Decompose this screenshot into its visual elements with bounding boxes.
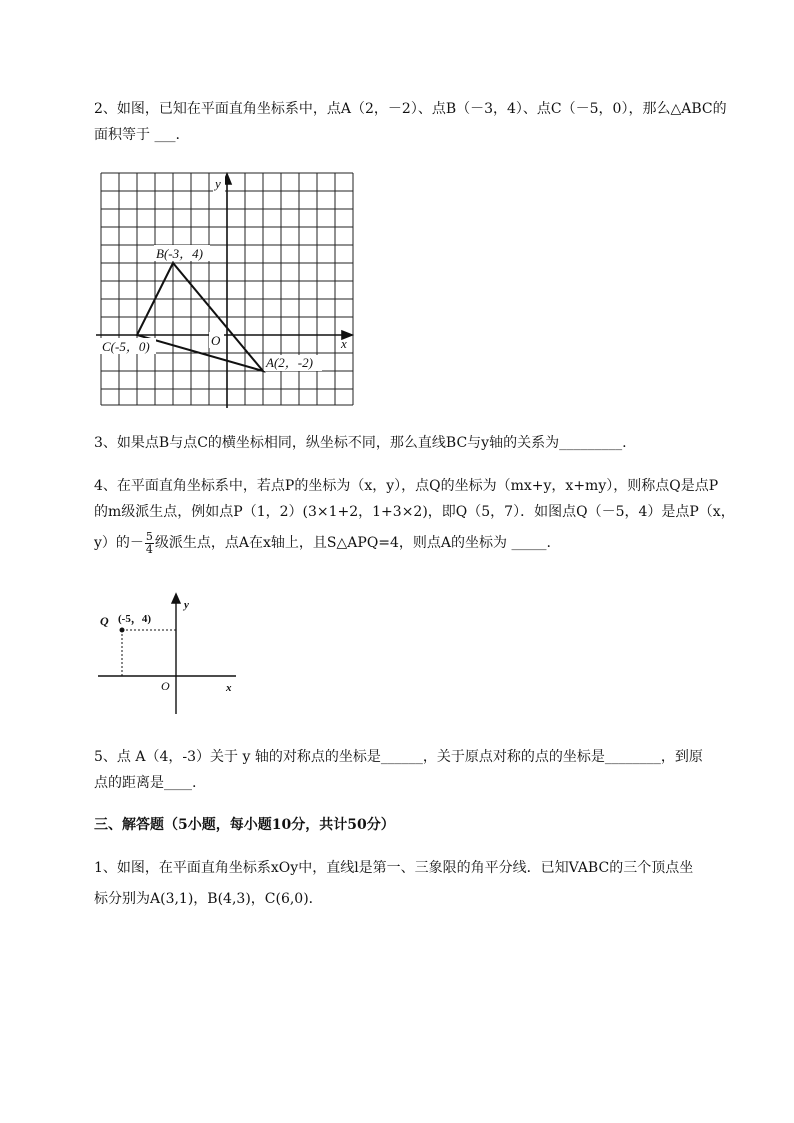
label-o: O [161, 679, 170, 693]
fraction-denominator: 4 [145, 542, 153, 556]
q4-line2: 的m级派生点，例如点P（1，2）(3×1+2，1+3×2)，即Q（5，7）．如图点Q（－5，4）是点P（x， [94, 504, 735, 520]
q4-line3 [94, 530, 744, 556]
label-x: x [341, 336, 347, 351]
q4-line3-prefix: y）的－ [94, 535, 144, 551]
q3-text: 3、如果点B与点C的横坐标相同，纵坐标不同，那么直线BC与y轴的关系为_________. [94, 435, 627, 451]
s1-line1: 1、如图，在平面直角坐标系xOy中，直线l是第一、三象限的角平分线．已知VABC的三个顶点坐 [94, 860, 694, 876]
q4-line1: 4、在平面直角坐标系中，若点P的坐标为（x，y），点Q的坐标为（mx+y，x+my），则称点Q是点P [94, 478, 719, 494]
fraction-5-4 [145, 531, 154, 556]
fraction-numerator: 5 [145, 529, 153, 543]
q5-line2: 点的距离是____. [94, 775, 197, 791]
q2-line2: 面积等于 ___. [94, 127, 180, 143]
s1-line2: 标分别为A(3,1)，B(4,3)，C(6,0)． [94, 891, 323, 907]
q4-line3-suffix: 级派生点，点A在x轴上，且S△APQ=4，则点A的坐标为 _____. [154, 535, 551, 551]
label-c: C(-5，0) [102, 339, 150, 354]
figure-2-point-q [94, 590, 244, 718]
point-q [120, 628, 125, 633]
label-a: A(2，-2) [266, 355, 313, 370]
section-heading: 三、解答题（5小题，每小题10分，共计50分） [94, 817, 395, 833]
label-y: y [184, 599, 189, 611]
label-q-coord: (-5，4) [118, 613, 151, 625]
label-x: x [226, 682, 232, 694]
label-y: y [215, 176, 221, 191]
label-q: Q [100, 614, 109, 628]
q2-line1: 2、如图，已知在平面直角坐标系中，点A（2，－2）、点B（－3，4）、点C（－5，0），那么△ABC的 [94, 101, 727, 117]
q5-line1: 5、点 A（4，-3）关于 y 轴的对称点的坐标是______，关于原点对称的点的坐标是________，到原 [94, 749, 703, 765]
label-b: B(-3，4) [156, 246, 203, 261]
figure-1-triangle [96, 168, 360, 412]
label-o: O [211, 333, 221, 348]
